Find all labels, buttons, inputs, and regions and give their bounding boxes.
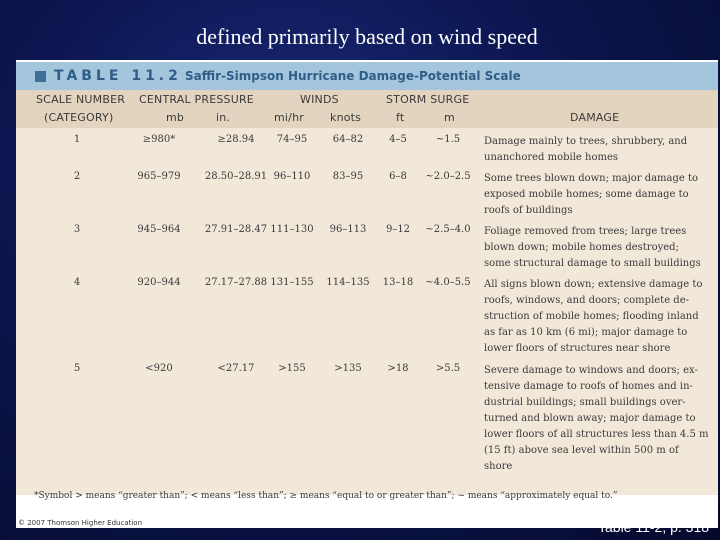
header-mihr: mi/hr [274, 111, 304, 124]
cell-mb: 920–944 [137, 277, 181, 288]
cell-mihr: 131–155 [270, 277, 314, 288]
cell-mb: <920 [145, 363, 173, 374]
header-scale-number: SCALE NUMBER [36, 93, 126, 106]
copyright-notice: © 2007 Thomson Higher Education [18, 519, 143, 527]
cell-damage [484, 134, 704, 166]
cell-in: 27.91–28.47 [204, 224, 268, 235]
cell-mihr: 74–95 [276, 134, 308, 145]
header-in: in. [216, 111, 231, 124]
damage-line: lower floors of all structures less than 4.5 m [484, 429, 709, 440]
cell-category: 3 [73, 224, 81, 235]
cell-ft: 6–8 [389, 171, 407, 182]
header-storm-surge: STORM SURGE [386, 93, 470, 106]
cell-damage [484, 171, 704, 219]
damage-line: some structural damage to small buildings [484, 258, 701, 269]
cell-mihr: 96–110 [273, 171, 311, 182]
cell-ft: 13–18 [382, 277, 414, 288]
table-header [16, 90, 718, 128]
damage-line: as far as 10 km (6 mi); major damage to [484, 327, 688, 338]
header-damage: DAMAGE [570, 111, 620, 124]
cell-in: 27.17–27.88 [204, 277, 268, 288]
cell-damage [484, 277, 704, 357]
cell-in: 28.50–28.91 [204, 171, 268, 182]
cell-ft: 9–12 [385, 224, 411, 235]
table-label: TABLE 11.2 [54, 68, 182, 84]
cell-in: ≥28.94 [217, 134, 255, 145]
damage-line: Some trees blown down; major damage to [484, 173, 699, 184]
cell-knots: 83–95 [332, 171, 364, 182]
header-winds: WINDS [300, 93, 339, 106]
cell-ft: >18 [387, 363, 409, 374]
table-caption: Saffir-Simpson Hurricane Damage-Potential Scale [185, 69, 521, 83]
table-title-bar [16, 62, 718, 90]
cell-category: 1 [73, 134, 81, 145]
damage-line: unanchored mobile homes [484, 152, 619, 163]
header-central-pressure: CENTRAL PRESSURE [139, 93, 254, 106]
damage-line: (15 ft) above sea level within 500 m of [484, 445, 679, 456]
header-category: (CATEGORY) [44, 111, 114, 124]
cell-damage [484, 224, 704, 272]
table-body [16, 90, 718, 495]
damage-line: shore [484, 461, 513, 472]
cell-category: 4 [73, 277, 81, 288]
table-panel [16, 60, 718, 528]
cell-knots: 64–82 [332, 134, 364, 145]
damage-line: Damage mainly to trees, shrubbery, and [484, 136, 688, 147]
header-ft: ft [396, 111, 405, 124]
cell-mb: ≥980* [142, 134, 176, 145]
damage-line: All signs blown down; extensive damage to [484, 279, 703, 290]
cell-mb: 945–964 [137, 224, 181, 235]
cell-category: 2 [73, 171, 81, 182]
header-m: m [444, 111, 455, 124]
header-mb: mb [166, 111, 185, 124]
damage-line: lower floors of structures near shore [484, 343, 671, 354]
cell-m: ~2.0–2.5 [425, 171, 471, 182]
damage-line: roofs, windows, and doors; complete de- [484, 295, 689, 306]
cell-m: >5.5 [435, 363, 461, 374]
cell-ft: 4–5 [389, 134, 407, 145]
cell-knots: >135 [334, 363, 362, 374]
cell-damage [484, 363, 709, 475]
damage-line: blown down; mobile homes destroyed; [484, 242, 679, 253]
table-footnote: *Symbol > means “greater than”; < means “less than”; ≥ means “equal to or greater than”; ~ means “approximately equal to.” [34, 491, 618, 501]
damage-line: Severe damage to windows and doors; ex- [484, 365, 698, 376]
cell-mb: 965–979 [137, 171, 181, 182]
damage-line: turned and blown away; major damage to [484, 413, 696, 424]
cell-m: ~4.0–5.5 [425, 277, 471, 288]
cell-knots: 114–135 [326, 277, 370, 288]
damage-line: struction of mobile homes; flooding inland [484, 311, 699, 322]
slide-reference: Table 11-2, p. 318 [598, 519, 710, 535]
cell-m: ~1.5 [435, 134, 461, 145]
damage-line: dustrial buildings; small buildings over- [484, 397, 686, 408]
cell-category: 5 [73, 363, 81, 374]
header-knots: knots [330, 111, 362, 124]
damage-line: roofs of buildings [484, 205, 573, 216]
damage-line: exposed mobile homes; some damage to [484, 189, 689, 200]
damage-line: Foliage removed from trees; large trees [484, 226, 687, 237]
slide-title: defined primarily based on wind speed [196, 24, 538, 49]
table-marker-square-icon [35, 71, 46, 82]
cell-in: <27.17 [217, 363, 255, 374]
cell-m: ~2.5–4.0 [425, 224, 471, 235]
cell-mihr: >155 [278, 363, 306, 374]
cell-knots: 96–113 [329, 224, 367, 235]
damage-line: tensive damage to roofs of homes and in- [484, 381, 693, 392]
cell-mihr: 111–130 [270, 224, 314, 235]
